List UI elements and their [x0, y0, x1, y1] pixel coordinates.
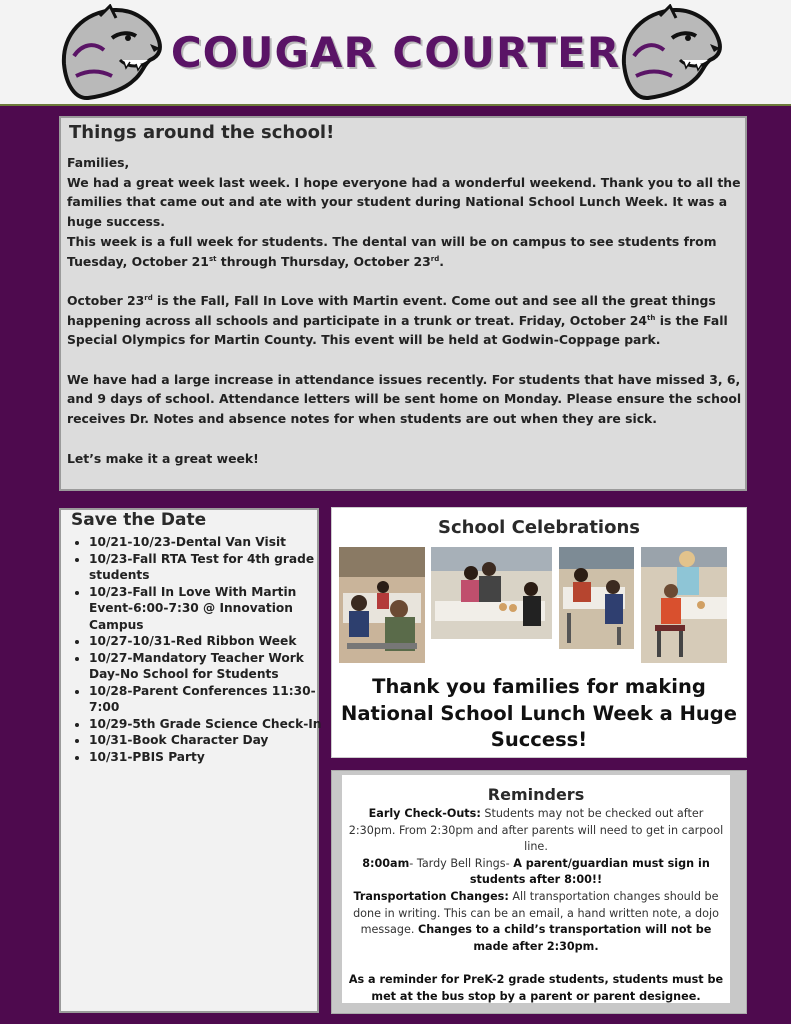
- paragraph-lunch-week: We had a great week last week. I hope everyone had a wonderful weekend. Thank you to all the families that came out and ate with your student during National School Lunch Week. It was a huge success.: [67, 174, 741, 230]
- list-item: • 10/29-5th Grade Science Check-In: [89, 716, 327, 733]
- paragraph-martin-event: October 23rd is the Fall, Fall In Love with Martin event. Come out and see all the great things happening across all schools and participate in a trunk or treat. Friday, October 24th is the Fall Special Olympics for Martin County. This event will be held at Godwin-Coppage park.: [67, 292, 728, 348]
- newsletter-title: COUGAR COURTER: [170, 28, 621, 77]
- list-item: • 10/31-Book Character Day: [89, 732, 327, 749]
- cougar-head-icon: [614, 4, 726, 102]
- lunch-photo-4: [641, 547, 727, 663]
- paragraph-attendance: We have had a large increase in attendance issues recently. For students that have missed 3, 6, and 9 days of school. Attendance letters will be sent home on Monday. Please ensure the school receives Dr. Notes and absence notes for when students are out when they are sick.: [67, 371, 742, 427]
- list-item: • 10/27-10/31-Red Ribbon Week: [89, 633, 327, 650]
- list-item: • 10/21-10/23-Dental Van Visit: [89, 534, 327, 551]
- masthead-banner: [0, 0, 791, 106]
- reminder-transportation: Transportation Changes: All transportation changes should be done in writing. This can be an email, a hand written note, a dojo message. Changes to a child’s transportation will not be made after 2:30pm.: [353, 889, 719, 953]
- school-celebrations-panel: [331, 507, 747, 758]
- reminder-tardy: 8:00am- Tardy Bell Rings- A parent/guardian must sign in students after 8:00!!: [362, 856, 710, 887]
- list-item: • 10/23-Fall RTA Test for 4th grade students: [89, 551, 327, 584]
- list-item: • 10/23-Fall In Love With Martin Event-6:00-7:30 @ Innovation Campus: [89, 584, 327, 634]
- reminders-card: [342, 775, 730, 1003]
- save-the-date-heading: Save the Date: [71, 510, 207, 530]
- greeting: Families,: [67, 155, 130, 170]
- reminders-body: [348, 806, 724, 1005]
- things-heading: Things around the school!: [69, 122, 335, 143]
- reminder-early-checkout: Early Check-Outs: Students may not be checked out after 2:30pm. From 2:30pm and after parents will need to get in carpool line.: [348, 807, 724, 854]
- list-item: • 10/31-PBIS Party: [89, 749, 327, 766]
- save-the-date-list: [69, 534, 327, 765]
- list-item: • 10/28-Parent Conferences 11:30-7:00: [89, 683, 327, 716]
- things-body: [67, 153, 743, 468]
- celebrations-heading: School Celebrations: [438, 517, 640, 538]
- reminders-panel: [331, 770, 747, 1014]
- paragraph-closing: Let’s make it a great week!: [67, 450, 259, 466]
- lunch-photo-1: [339, 547, 425, 663]
- reminders-heading: Reminders: [487, 785, 585, 804]
- save-the-date-panel: [59, 508, 322, 1013]
- reminder-prek: As a reminder for PreK-2 grade students, students must be met at the bus stop by a parent or parent designee.: [348, 972, 724, 1003]
- lunch-photo-3: [559, 547, 634, 649]
- paragraph-dental-van: This week is a full week for students. The dental van will be on campus to see students from Tuesday, October 21st through Thursday, October 23rd.: [67, 233, 717, 269]
- thank-you-message: Thank you families for making National School Lunch Week a Huge Success!: [341, 675, 737, 751]
- list-item: • 10/27-Mandatory Teacher Work Day-No School for Students: [89, 650, 327, 683]
- lunch-photo-2: [431, 547, 552, 639]
- things-around-school-panel: [59, 116, 747, 491]
